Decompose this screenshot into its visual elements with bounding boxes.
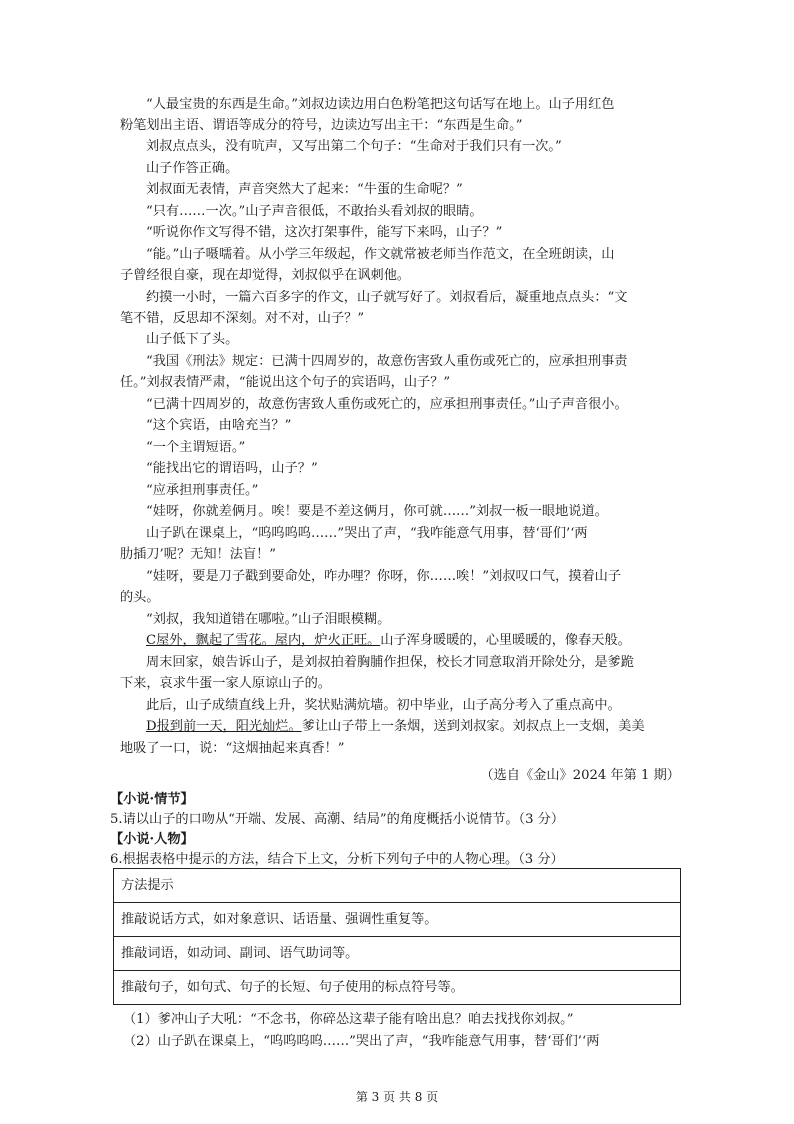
underlined-sentence-d: D报到前一天，阳光灿烂。 [146,719,302,734]
passage-line: 肋插刀’呢？无知！法盲！” [120,547,276,562]
passage-line: “已满十四周岁的，故意伤害致人重伤或死亡的，应承担刑事责任。”山子声音很小。 [146,397,628,412]
passage-line: “娃呀，要是刀子戳到要命处，咋办哩？你呀，你……唉！”刘叔叹口气，摸着山子 [146,569,622,584]
table-row: 方法提示 [114,869,680,903]
section-heading-plot: 【小说·情节】 [110,792,194,807]
page-number: 第 3 页 共 8 页 [355,1090,439,1104]
passage-line: “能。”山子嗫嚅着。从小学三年级起，作文就常被老师当作范文，在全班朗读，山 [146,247,615,262]
passage-line-c: C屋外，飘起了雪花。屋内，炉火正旺。山子浑身暖暖的，心里暖暖的，像春天般。 [146,633,631,648]
passage-line: “娃呀，你就差俩月。唉！要是不差这俩月，你可就……”刘叔一板一眼地说道。 [146,504,608,519]
passage-line: 子曾经很自豪，现在却觉得，刘叔似乎在讽刺他。 [120,268,411,283]
section-heading-character: 【小说·人物】 [110,832,194,847]
passage-line: 此后，山子成绩直线上升，奖状贴满炕墙。初中毕业，山子高分考入了重点高中。 [146,698,621,713]
passage-line: 山子低下了头。 [146,332,239,347]
passage-line: 任。”刘叔表情严肃，“能说出这个句子的宾语吗，山子？” [120,375,451,390]
passage-line: “刘叔，我知道错在哪啦。”山子泪眼模糊。 [146,612,391,627]
passage-line: 地吸了一口，说：“这烟抽起来真香！” [120,741,345,756]
passage-line: 笔不错，反思却不深刻。对不对，山子？” [120,311,365,326]
table-row: 推敲说话方式，如对象意识、话语量、强调性重复等。 [114,903,680,937]
sub-question-1: （1）爹冲山子大吼：“不念书，你碎怂这辈子能有啥出息？咱去找找你刘叔。” [123,1012,574,1027]
question-6: 6.根据表格中提示的方法，结合下上文，分析下列句子中的人物心理。（3 分） [110,852,564,867]
passage-line: “听说你作文写得不错，这次打架事件，能写下来吗，山子？” [146,225,503,240]
passage-line-d: D报到前一天，阳光灿烂。爹让山子带上一条烟，送到刘叔家。刘叔点上一支烟，美美 [146,719,645,734]
passage-line: 山子作答正确。 [146,161,239,176]
passage-line: “我国《刑法》规定：已满十四周岁的，故意伤害致人重伤或死亡的，应承担刑事责 [146,354,628,369]
question-5: 5.请以山子的口吻从“开端、发展、高潮、结局”的角度概括小说情节。（3 分） [110,812,565,827]
passage-line: “只有……一次。”山子声音很低，不敢抬头看刘叔的眼睛。 [146,204,483,219]
passage-line: 刘叔面无表情，声音突然大了起来：“牛蛋的生命呢？” [146,182,463,197]
sub-question-2: （2）山子趴在课桌上，“呜呜呜呜……”哭出了声，“我咋能意气用事，替‘哥们’‘两 [123,1034,600,1049]
passage-line: 下来，哀求牛蛋一家人原谅山子的。 [120,676,331,691]
passage-line: “一个主谓短语。” [146,440,246,455]
passage-line: “能找出它的谓语吗，山子？” [146,461,318,476]
passage-line: 的头。 [120,590,160,605]
passage-line: “应承担刑事责任。” [146,483,259,498]
source-citation: （选自《金山》2024 年第 1 期） [480,768,680,783]
passage-line: 刘叔点点头，没有吭声，又写出第二个句子：“生命对于我们只有一次。” [146,139,562,154]
passage-line: 约摸一小时，一篇六百多字的作文，山子就写好了。刘叔看后，凝重地点点头：“文 [146,290,628,305]
passage-line: 周末回家，娘告诉山子，是刘叔拍着胸脯作担保，校长才同意取消开除处分，是爹跪 [146,655,634,670]
passage-line: 粉笔划出主语、谓语等成分的符号，边读边写出主干：“东西是生命。” [120,118,523,133]
passage-line: 山子趴在课桌上，“呜呜呜呜……”哭出了声，“我咋能意气用事，替‘哥们’‘两 [146,526,588,541]
table-row: 推敲词语，如动词、副词、语气助词等。 [114,937,680,971]
method-hint-table [113,868,681,1005]
passage-line: “这个宾语，由啥充当？” [146,418,292,433]
passage-line: “人最宝贵的东西是生命。”刘叔边读边用白色粉笔把这句话写在地上。山子用红色 [146,97,615,112]
table-row: 推敲句子，如句式、句子的长短、句子使用的标点符号等。 [121,980,464,995]
underlined-sentence-c: C屋外，飘起了雪花。屋内，炉火正旺。 [146,633,381,648]
